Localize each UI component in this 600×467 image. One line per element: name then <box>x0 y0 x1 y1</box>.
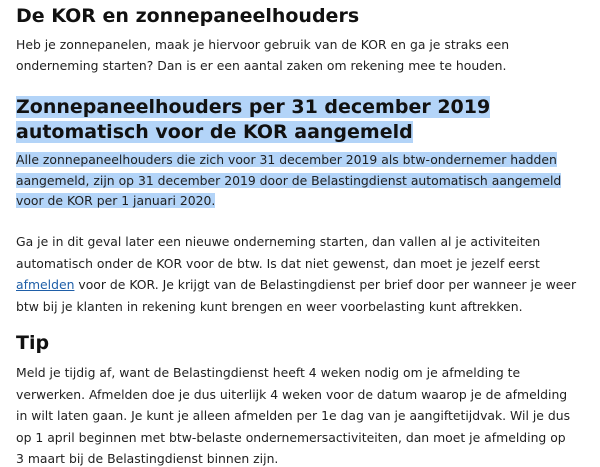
heading-kor-zonnepaneelhouders: De KOR en zonnepaneelhouders <box>16 5 360 27</box>
heading-zonnepaneelhouders-aangemeld <box>16 95 576 145</box>
afmelden-link[interactable]: afmelden <box>16 277 75 292</box>
paragraph-intro: Heb je zonnepanelen, maak je hiervoor gebruik van de KOR en ga je straks een onderneming starten? Dan is er een aantal zaken om rekening mee te houden. <box>16 37 510 73</box>
heading-tip: Tip <box>16 332 50 354</box>
paragraph-tip: Meld je tijdig af, want de Belastingdienst heeft 4 weken nodig om je afmelding te verwerken. Afmelden doe je dus uiterlijk 4 weken voor de datum waarop je de afmelding in wilt laten gaan. Je kunt je alleen afmelden per 1e dag van je aangiftetijdvak. Wil je dus op 1 april beginnen met btw-belaste ondernemersactiviteiten, dan moet je afmelding op 3 maart bij de Belastingdienst binnen zijn. <box>16 365 571 466</box>
selected-paragraph-text: Alle zonnepaneelhouders die zich voor 31 december 2019 als btw-ondernemer hadden aangemeld, zijn op 31 december 2019 door de Belastingdienst automatisch aangemeld voor de KOR per 1 januari 2020. <box>16 152 562 208</box>
paragraph-automatisch-aangemeld <box>16 150 576 212</box>
paragraph-nieuwe-onderneming <box>16 231 581 317</box>
paragraph-text-after-link: voor de KOR. Je krijgt van de Belastingdienst per brief door per wanneer je weer btw bij je klanten in rekening kunt brengen en weer voorbelasting kunt aftrekken. <box>16 277 577 314</box>
selected-heading-text: Zonnepaneelhouders per 31 december 2019 automatisch voor de KOR aangemeld <box>16 96 491 143</box>
paragraph-text-before-link: Ga je in dit geval later een nieuwe onderneming starten, dan vallen al je activiteiten automatisch onder de KOR voor de btw. Is dat niet gewenst, dan moet je jezelf eerst <box>16 234 541 271</box>
